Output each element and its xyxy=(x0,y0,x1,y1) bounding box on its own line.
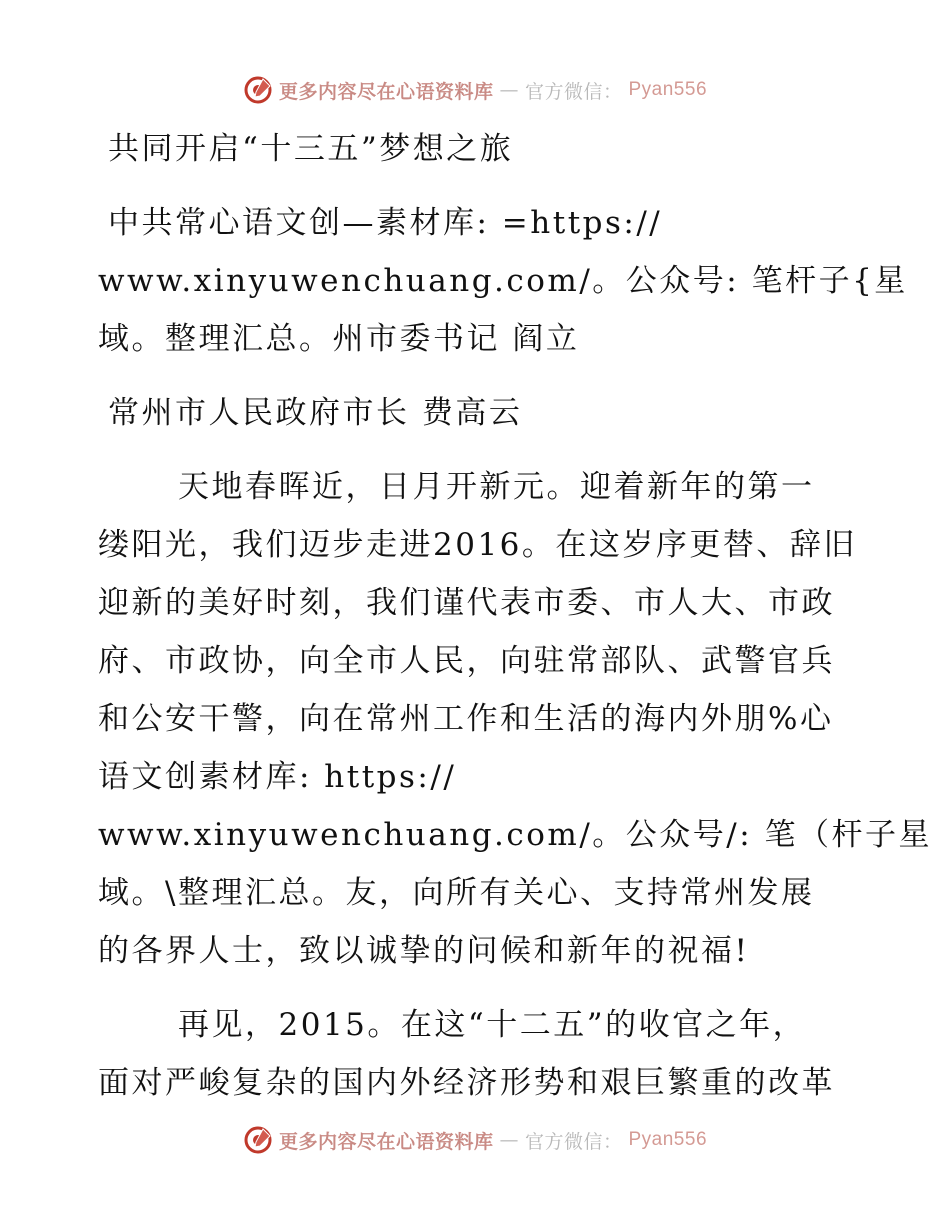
body-line: 天地春晖近，日月开新元。迎着新年的第一 xyxy=(178,469,815,505)
banner-wechat-label: 官方微信： xyxy=(524,1130,623,1153)
body-line: 的各界人士，致以诚挚的问候和新年的祝福! xyxy=(98,933,750,969)
body-line: www.xinyuwenchuang.com/。公众号: 笔杆子{星 xyxy=(98,263,908,299)
banner-wechat-label: 官方微信： xyxy=(524,80,623,103)
body-line: 域。\整理汇总。友，向所有关心、支持常州发展 xyxy=(98,875,815,911)
footer-watermark-banner xyxy=(0,1120,950,1160)
body-line: 语文创素材库: https:// xyxy=(98,759,457,795)
article-body xyxy=(98,120,933,1112)
banner-main-text: 更多内容尽在心语资料库 xyxy=(278,80,494,103)
banner-wechat-id: Pyan556 xyxy=(628,79,708,100)
logo-icon xyxy=(243,1125,273,1155)
body-line: 中共常心语文创—素材库: =https:// xyxy=(108,205,663,241)
banner-main-text: 更多内容尽在心语资料库 xyxy=(278,1130,494,1153)
body-line: 面对严峻复杂的国内外经济形势和艰巨繁重的改革 xyxy=(98,1065,835,1101)
body-line: 和公安干警，向在常州工作和生活的海内外朋%心 xyxy=(98,701,834,737)
banner-separator: — xyxy=(499,79,519,101)
body-line: 府、市政协，向全市人民，向驻常部队、武警官兵 xyxy=(98,643,835,679)
logo-icon xyxy=(243,75,273,105)
header-watermark-banner xyxy=(0,70,950,110)
body-line: 缕阳光，我们迈步走进2016。在这岁序更替、辞旧 xyxy=(98,527,857,563)
banner-separator: — xyxy=(499,1129,519,1151)
banner-wechat-id: Pyan556 xyxy=(628,1129,708,1150)
body-line: 常州市人民政府市长 费高云 xyxy=(108,395,523,431)
body-line: www.xinyuwenchuang.com/。公众号/: 笔（杆子星 xyxy=(98,817,933,853)
article-title: 共同开启“十三五”梦想之旅 xyxy=(108,131,514,167)
body-line: 再见，2015。在这“十二五”的收官之年， xyxy=(178,1007,807,1043)
body-line: 域。整理汇总。州市委书记 阎立 xyxy=(98,321,580,357)
body-line: 迎新的美好时刻，我们谨代表市委、市人大、市政 xyxy=(98,585,835,621)
